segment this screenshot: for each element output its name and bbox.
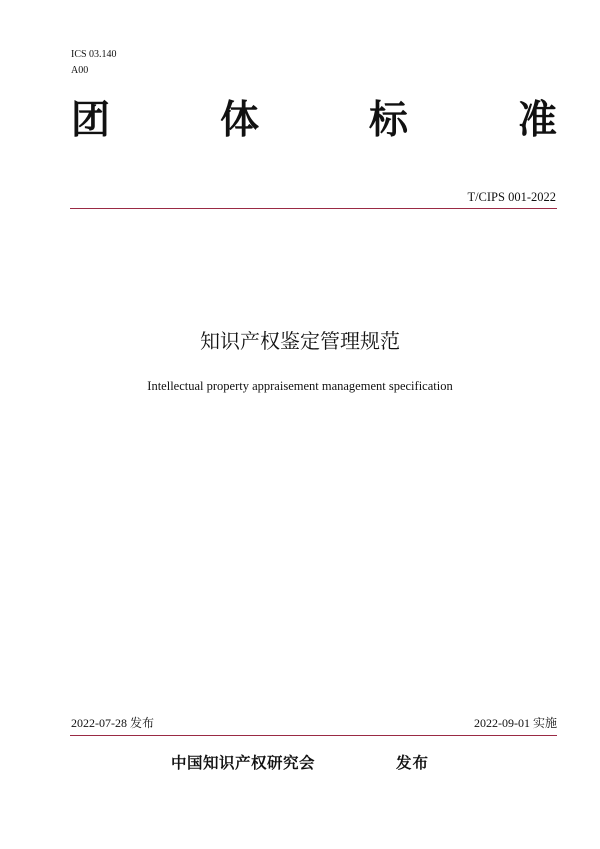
header-divider: [70, 208, 557, 209]
footer-divider: [70, 735, 557, 736]
title-char: 团: [71, 98, 111, 143]
issue-label: 发布: [396, 753, 430, 772]
standard-code: T/CIPS 001-2022: [467, 190, 556, 204]
ics-code: ICS 03.140: [71, 49, 117, 60]
ccs-code: A00: [71, 65, 89, 76]
title-char: 体: [219, 98, 259, 143]
title-char: 准: [517, 98, 557, 143]
document-title-cn: 知识产权鉴定管理规范: [200, 329, 400, 353]
standard-type-title: [71, 96, 557, 146]
document-title-en: Intellectual property appraisement management specification: [147, 379, 453, 393]
publish-date: 2022-07-28 发布: [71, 716, 154, 730]
issuer-name: 中国知识产权研究会: [171, 753, 316, 772]
title-char: 标: [368, 98, 408, 143]
implement-date: 2022-09-01 实施: [474, 716, 557, 730]
